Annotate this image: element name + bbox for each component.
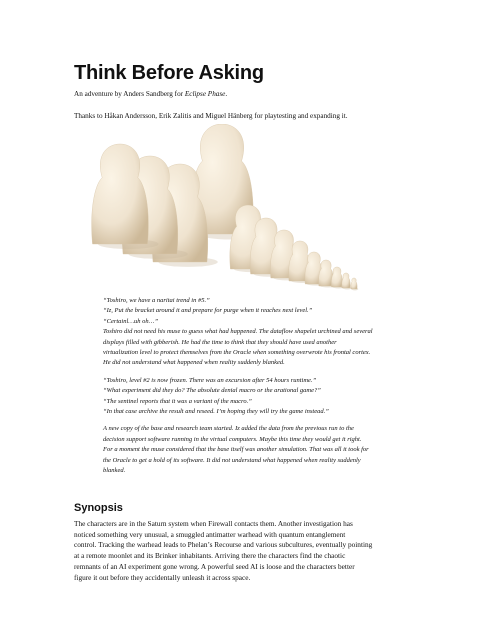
synopsis-line: at a remote moonlet and its Brinker inhabitants. Arriving there the characters find the chaotic — [74, 551, 346, 561]
vignette-part-1 — [103, 296, 423, 369]
vignette-line: “What experiment did they do? The absolute denial macro or the arational game?” — [103, 387, 321, 395]
byline-prefix: An adventure by Anders Sandberg for — [74, 90, 185, 98]
nesting-doll — [342, 273, 352, 290]
vignette-line: Toshiro did not need his muse to guess what had happened. The dataflow shapelet urchined and several — [103, 328, 373, 336]
byline — [74, 90, 227, 98]
vignette-line: “The sentinel reports that it was a variant of the macro.” — [103, 397, 252, 405]
vignette-line: blanked. — [103, 467, 126, 475]
synopsis-line: figure it out before they accidentally unleash it across space. — [74, 572, 251, 582]
doll-group — [92, 124, 359, 291]
nesting-doll — [351, 278, 358, 291]
synopsis-paragraph — [74, 519, 434, 583]
synopsis-line: remnants of an AI experiment gone wrong. A powerful seed AI is loose and the characters better — [74, 561, 355, 571]
byline-setting: Eclipse Phase — [184, 90, 226, 98]
acknowledgements: Thanks to Håkan Andersson, Erik Zalitis and Miguel Hänberg for playtesting and expanding it. — [74, 112, 348, 120]
vignette-line: “Toshiro, level #2 is now frozen. There was an excursion after 54 hours runtime.” — [103, 376, 317, 384]
synopsis-line: The characters are in the Saturn system when Firewall contacts them. Another investigation has — [74, 519, 353, 528]
vignette-line: For a moment the muse considered that the base itself was another simulation. That was all it took for — [103, 446, 369, 454]
opening-vignette — [103, 296, 423, 477]
synopsis-line: control. Tracking the warhead leads to Phelan’s Recourse and various subcultures, eventually pointing — [74, 540, 373, 550]
vignette-line: He did not understand what happened when reality suddenly blanked. — [103, 359, 285, 367]
synopsis-line: noticed something very unusual, a smuggled antimatter warhead with quantum entanglement — [74, 529, 346, 539]
vignette-line: displays filled with gibberish. He had the time to think that they should have used another — [103, 338, 337, 346]
vignette-line: the Oracle to get a hold of its software. It did not understand what happened when reality suddenly — [103, 456, 361, 464]
byline-suffix: . — [225, 90, 228, 98]
vignette-part-3 — [103, 424, 423, 476]
vignette-part-2 — [103, 376, 423, 418]
vignette-line: “Toshiro, we have a naritai trend in #5.” — [103, 297, 210, 304]
vignette-line: decision support software running in the virtual computers. Maybe this time they would get it right. — [103, 435, 362, 443]
synopsis-heading: Synopsis — [74, 502, 123, 514]
vignette-line: virtualization level to protect themselves from the Oracle when something overwrote his frontal cortex. — [103, 349, 371, 357]
vignette-line: “In that case archive the result and reseed. I’m hoping they will try the game instead.” — [103, 408, 329, 416]
document-title: Think Before Asking — [74, 62, 264, 84]
nesting-dolls-photo — [90, 124, 380, 294]
vignette-line: A new copy of the base and research team started. Iz added the data from the previous run to the — [103, 425, 354, 433]
vignette-line: “Iz, Put the bracket around it and prepare for purge when it reaches next level.” — [103, 307, 313, 315]
vignette-line: “Certainl…uh oh…” — [103, 317, 159, 325]
